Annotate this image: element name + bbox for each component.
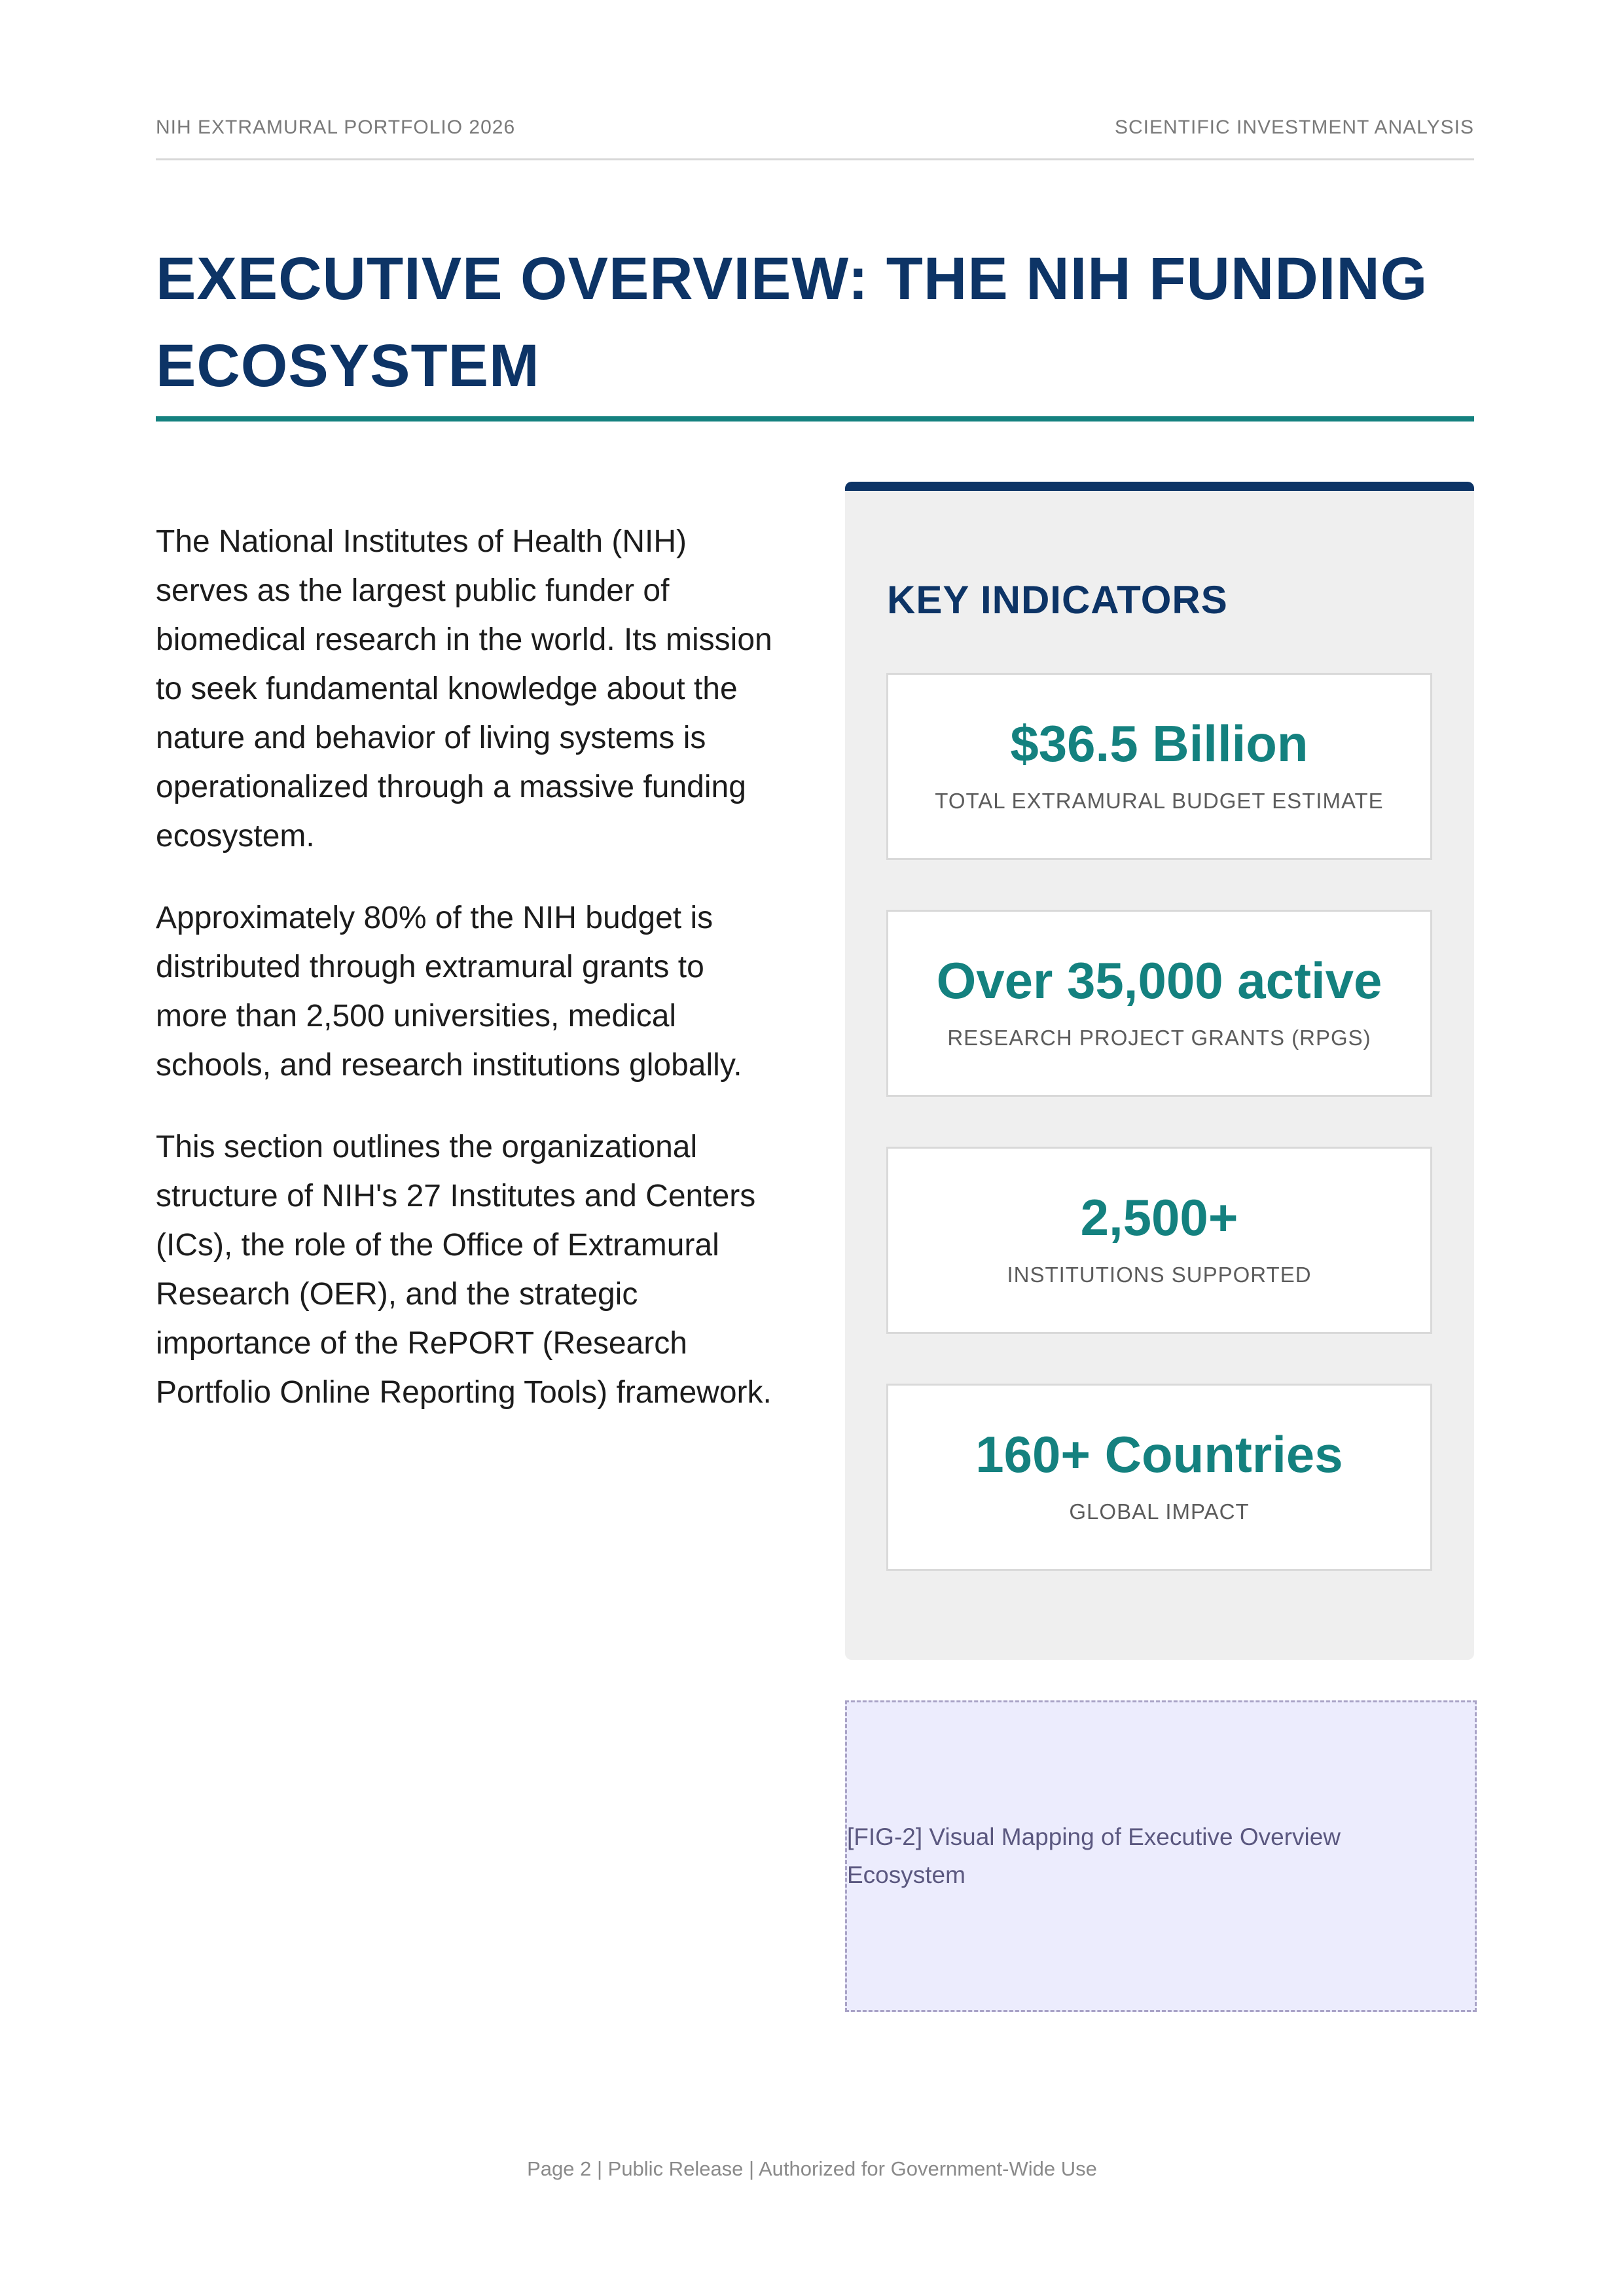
page-footer: Page 2 | Public Release | Authorized for Government-Wide Use — [527, 2157, 1097, 2180]
header-left-text: NIH EXTRAMURAL PORTFOLIO 2026 — [156, 117, 516, 138]
figure-caption: [FIG-2] Visual Mapping of Executive Overview Ecosystem — [847, 1823, 1341, 1888]
indicator-card-budget — [886, 673, 1432, 860]
indicator-value: $36.5 Billion — [1010, 715, 1308, 772]
page-header — [156, 117, 1474, 160]
title-divider — [156, 416, 1474, 422]
body-paragraph: The National Institutes of Health (NIH) serves as the largest public funder of biomedical research in the world. Its mission to seek fundamental knowledge about the nature and behavior of living systems is operationalized through a massive funding ecosystem. — [156, 524, 772, 853]
indicator-label: RESEARCH PROJECT GRANTS (RPGS) — [947, 1026, 1371, 1050]
key-indicators-panel — [845, 482, 1474, 1660]
key-indicators-title: KEY INDICATORS — [887, 578, 1228, 622]
indicator-label: TOTAL EXTRAMURAL BUDGET ESTIMATE — [935, 789, 1384, 813]
indicator-value: 160+ Countries — [975, 1426, 1343, 1483]
indicator-card-countries — [886, 1384, 1432, 1571]
figure-placeholder — [845, 1700, 1477, 2012]
indicator-label: INSTITUTIONS SUPPORTED — [1007, 1263, 1312, 1287]
body-paragraph: Approximately 80% of the NIH budget is distributed through extramural grants to more than 2,500 universities, medical schools, and research institutions globally. — [156, 901, 742, 1083]
indicator-card-grants — [886, 910, 1432, 1097]
indicator-label: GLOBAL IMPACT — [1069, 1499, 1250, 1524]
body-text-column — [156, 517, 784, 1450]
indicator-value: Over 35,000 active — [936, 952, 1382, 1009]
header-right-text: SCIENTIFIC INVESTMENT ANALYSIS — [1115, 117, 1474, 138]
indicator-card-institutions — [886, 1147, 1432, 1334]
indicator-value: 2,500+ — [1080, 1189, 1238, 1246]
body-paragraph: This section outlines the organizational structure of NIH's 27 Institutes and Centers (ICs), the role of the Office of Extramural Research (OER), and the strategic importance of the RePORT (Research Portfolio Online Reporting Tools) framework. — [156, 1130, 772, 1410]
page-title: EXECUTIVE OVERVIEW: THE NIH FUNDING ECOSYSTEM — [156, 245, 1428, 399]
